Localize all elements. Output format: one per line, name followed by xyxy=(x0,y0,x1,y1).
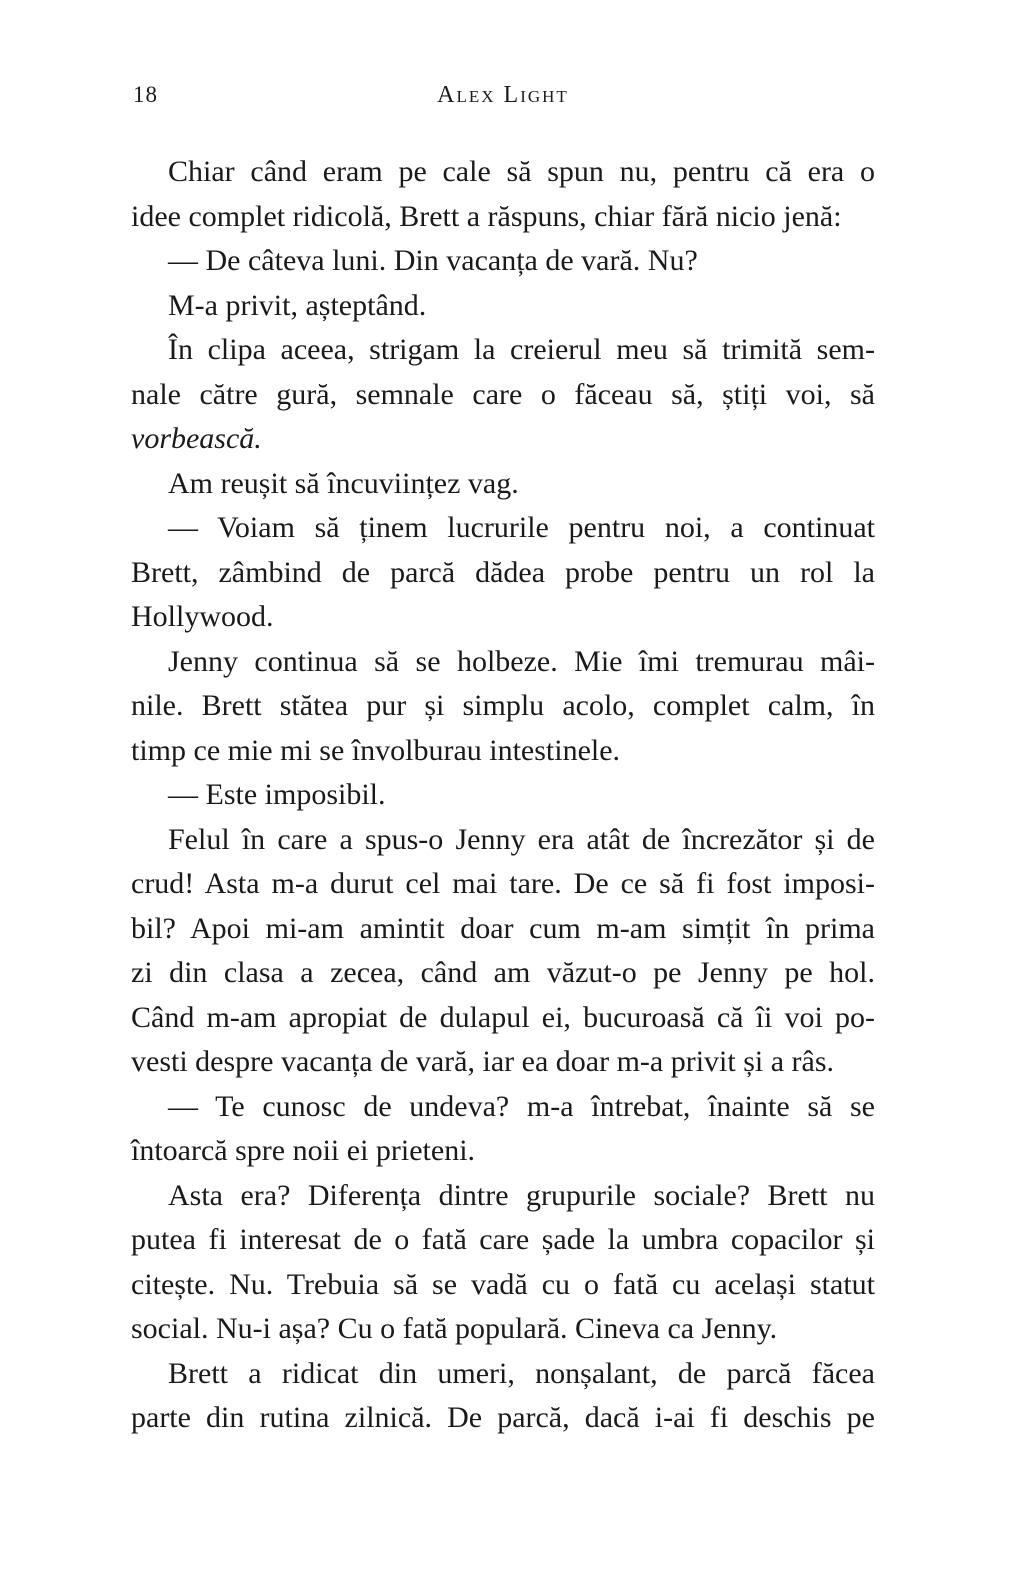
text-line: — Este imposibil. xyxy=(168,778,386,811)
text-line: zi din clasa a zecea, când am văzut-o pe Jenny pe hol. xyxy=(131,956,875,989)
text-line: Jenny continua să se holbeze. Mie îmi tremurau mâi- xyxy=(168,644,875,678)
running-title: Alex Light xyxy=(437,82,569,108)
text-line: vorbească. xyxy=(131,422,262,455)
text-line: În clipa aceea, strigam la creierul meu să trimită sem- xyxy=(168,333,875,366)
text-line: — Voiam să ținem lucrurile pentru noi, a continuat xyxy=(168,511,875,544)
text-line: timp ce mie mi se învolburau intestinele. xyxy=(131,733,621,767)
text-line: Felul în care a spus-o Jenny era atât de încrezător și de xyxy=(168,822,875,856)
text-block xyxy=(131,150,875,1441)
text-line: Brett a ridicat din umeri, nonșalant, de parcă făcea xyxy=(168,1356,875,1390)
page-header xyxy=(131,82,875,114)
text-line: bil? Apoi mi-am amintit doar cum m-am simțit în prima xyxy=(131,911,875,945)
text-line: crud! Asta m-a durut cel mai tare. De ce să fi fost imposi- xyxy=(131,867,875,900)
text-line: putea fi interesat de o fată care șade la umbra copacilor și xyxy=(131,1223,875,1256)
text-line: nile. Brett stătea pur și simplu acolo, complet calm, în xyxy=(131,689,875,722)
text-line: Hollywood. xyxy=(131,600,274,633)
text-line: Asta era? Diferența dintre grupurile sociale? Brett nu xyxy=(168,1178,875,1212)
text-line: Am reușit să încuviințez vag. xyxy=(168,466,519,500)
text-line: Brett, zâmbind de parcă dădea probe pentru un rol la xyxy=(131,555,875,589)
text-line: parte din rutina zilnică. De parcă, dacă i-ai fi deschis pe xyxy=(131,1401,875,1434)
text-line: M-a privit, așteptând. xyxy=(168,288,427,322)
text-line: întoarcă spre noii ei prieteni. xyxy=(131,1134,476,1167)
text-line: — De câteva luni. Din vacanța de vară. Nu? xyxy=(168,244,698,277)
text-line: idee complet ridicolă, Brett a răspuns, chiar fără nicio jenă: xyxy=(131,199,842,233)
text-line: vesti despre vacanța de vară, iar ea doar m-a privit și a râs. xyxy=(131,1045,835,1078)
text-line: Când m-am apropiat de dulapul ei, bucuroasă că îi voi po- xyxy=(131,1000,875,1034)
text-line: Chiar când eram pe cale să spun nu, pentru că era o xyxy=(168,155,875,188)
text-line: — Te cunosc de undeva? m-a întrebat, înainte să se xyxy=(168,1089,875,1123)
text-line: citește. Nu. Trebuia să se vadă cu o fată cu același statut xyxy=(131,1267,875,1301)
text-line: social. Nu-i așa? Cu o fată populară. Cineva ca Jenny. xyxy=(131,1312,778,1345)
page-number: 18 xyxy=(133,82,158,107)
text-line: nale către gură, semnale care o făceau să, știți voi, să xyxy=(131,377,875,411)
